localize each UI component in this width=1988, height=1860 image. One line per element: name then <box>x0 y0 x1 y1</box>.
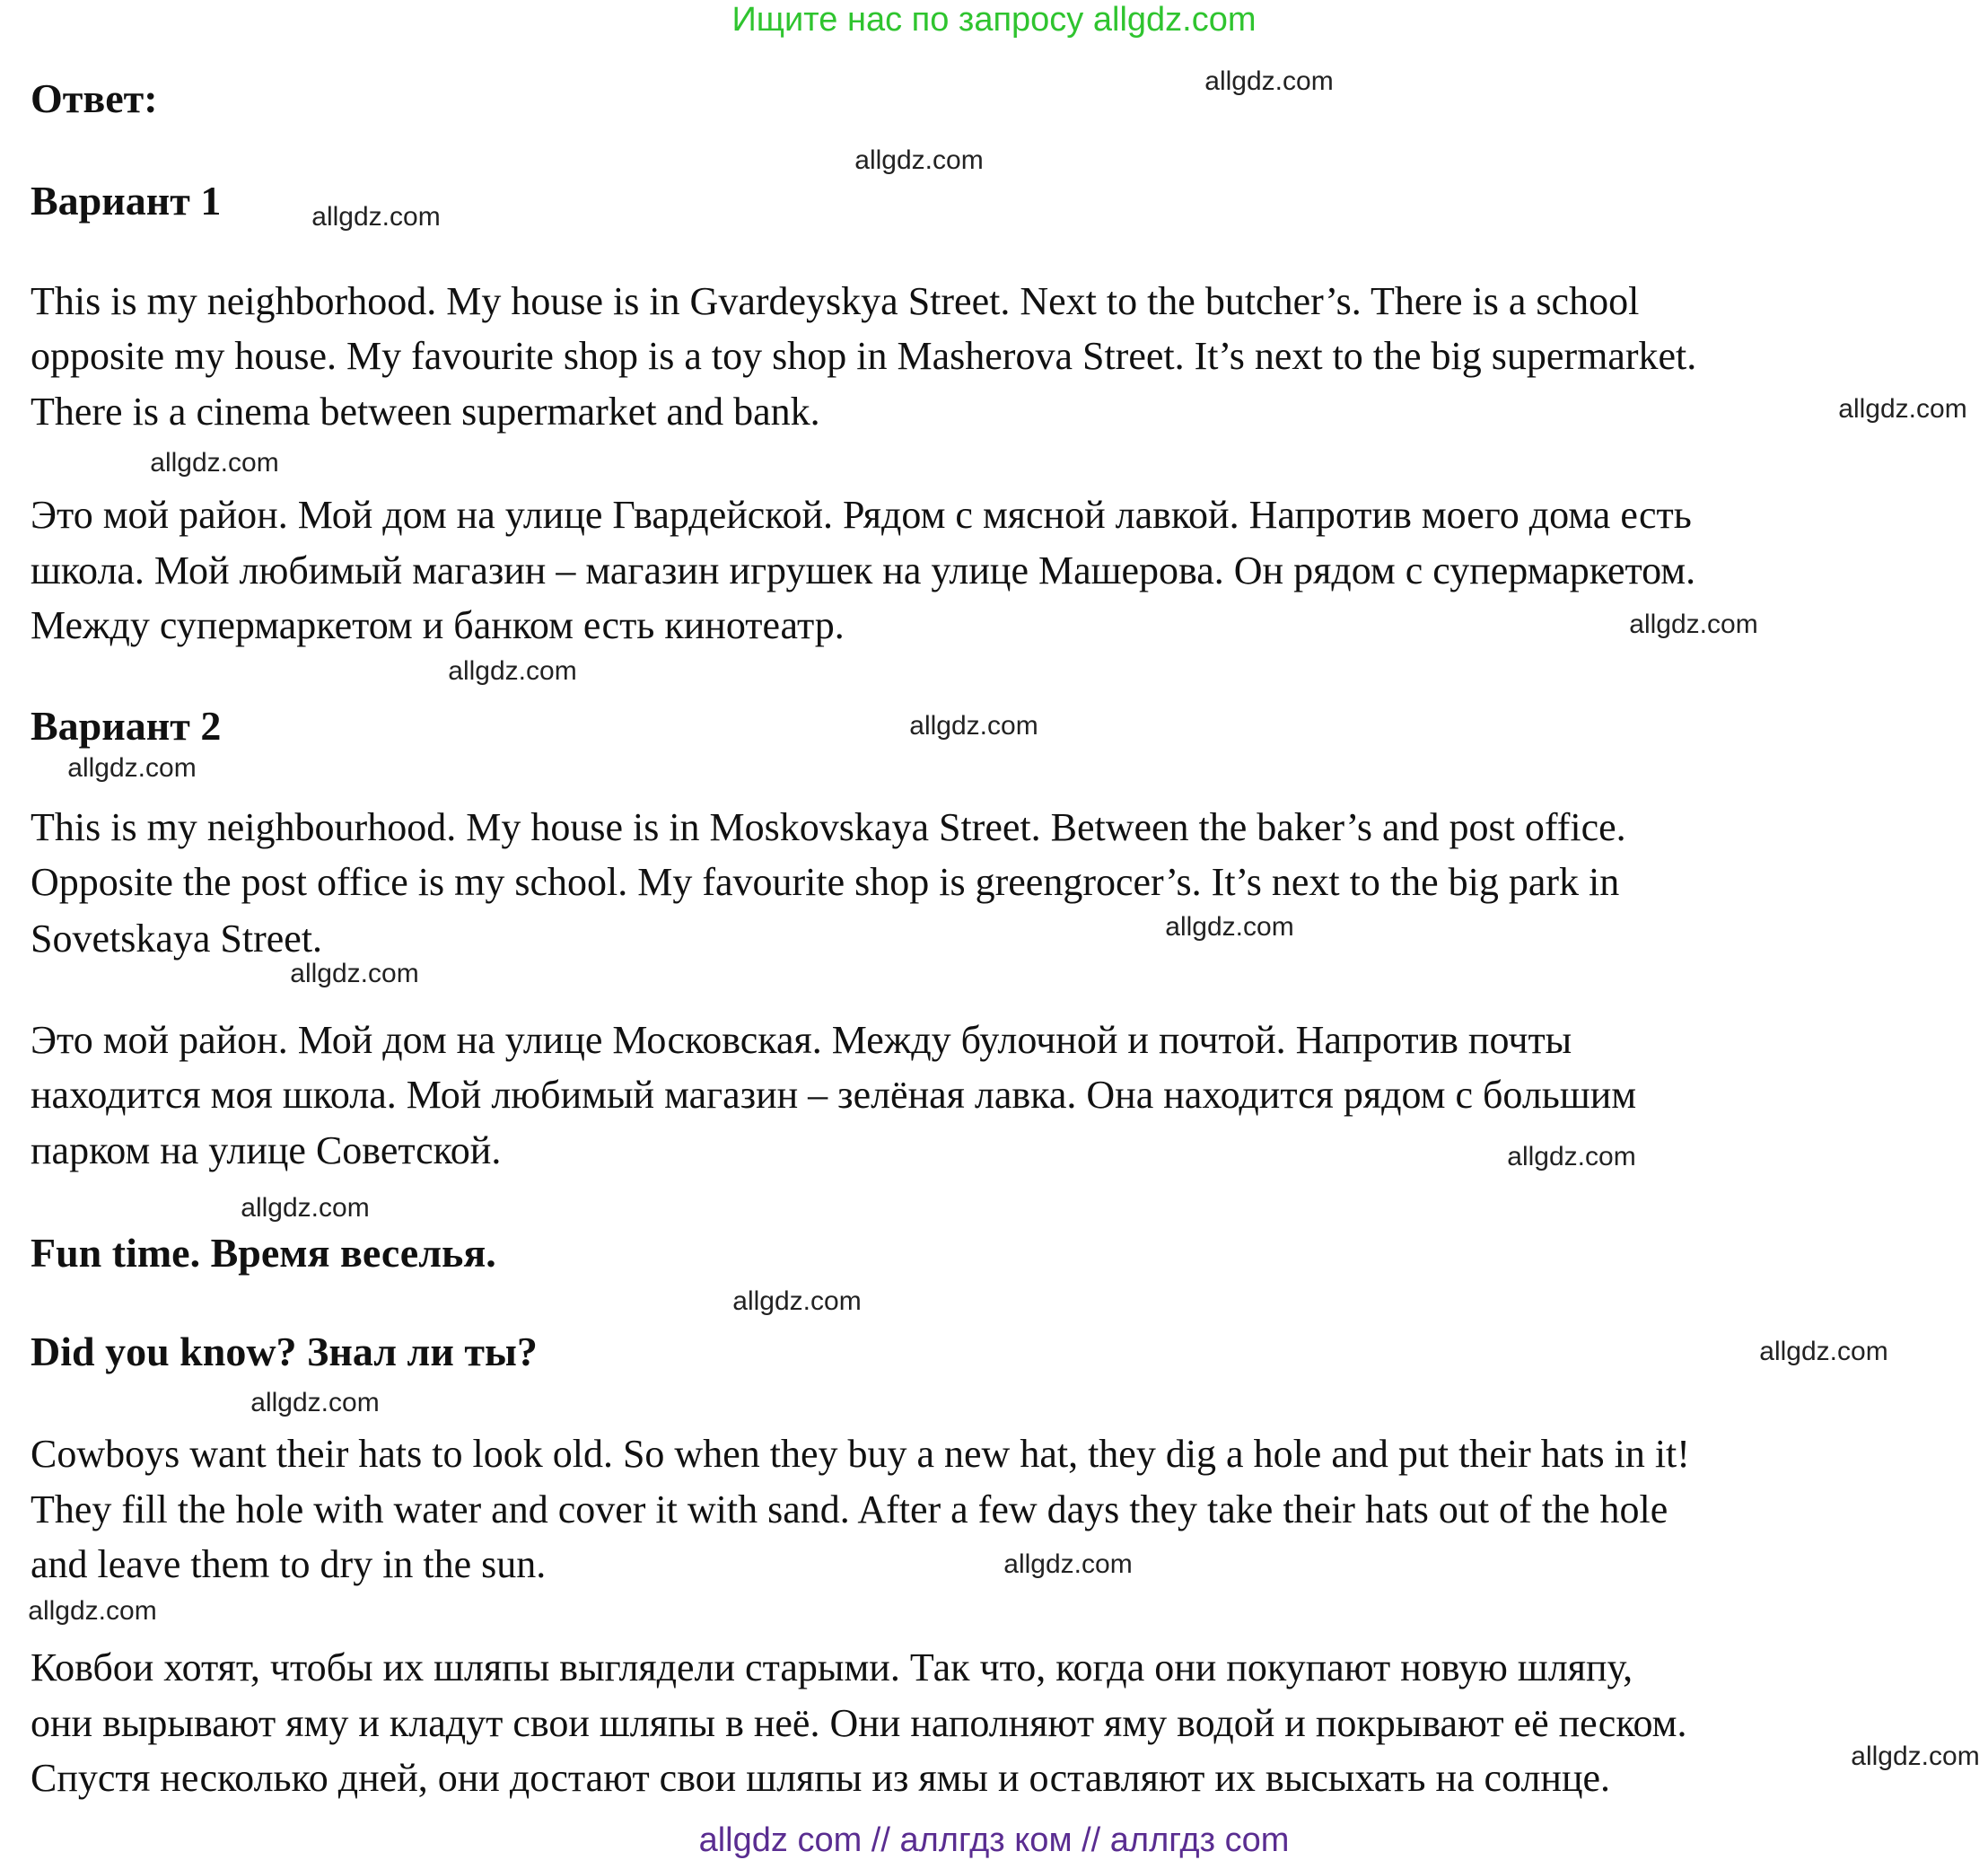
v1-en-line: opposite my house. My favourite shop is a toy shop in Masherova Street. It’s next to the big supermarket. <box>31 334 1697 378</box>
watermark: allgdz.com <box>1165 912 1294 942</box>
watermark: allgdz.com <box>67 753 197 783</box>
v1-ru-line: Это мой район. Мой дом на улице Гвардейской. Рядом с мясной лавкой. Напротив моего дома есть <box>31 493 1692 537</box>
fun-time-heading: Fun time. Время веселья. <box>31 1230 496 1276</box>
dyk-ru-line: Спустя несколько дней, они достают свои шляпы из ямы и оставляют их высыхать на солнце. <box>31 1756 1611 1800</box>
watermark: allgdz.com <box>311 202 441 232</box>
v1-en-line: There is a cinema between supermarket and bank. <box>31 390 820 434</box>
watermark: allgdz.com <box>1629 610 1758 639</box>
v1-ru-line: школа. Мой любимый магазин – магазин игрушек на улице Машерова. Он рядом с супермаркетом. <box>31 548 1696 592</box>
answer-heading: Ответ: <box>31 75 158 121</box>
v2-ru-line: находится моя школа. Мой любимый магазин – зелёная лавка. Она находится рядом с большим <box>31 1073 1637 1117</box>
variant-2-heading: Вариант 2 <box>31 703 222 749</box>
footer-links: allgdz com // аллгдз ком // аллгдз com <box>698 1821 1290 1859</box>
variant-1-heading: Вариант 1 <box>31 178 222 224</box>
v1-en-line: This is my neighborhood. My house is in Gvardeyskya Street. Next to the butcher’s. There is a school <box>31 279 1640 323</box>
watermark: allgdz.com <box>448 656 577 686</box>
v2-ru-line: парком на улице Советской. <box>31 1128 502 1172</box>
watermark: allgdz.com <box>1204 66 1334 96</box>
v2-en-line: Opposite the post office is my school. My favourite shop is greengrocer’s. It’s next to the big park in <box>31 860 1620 904</box>
dyk-en-line: Cowboys want their hats to look old. So when they buy a new hat, they dig a hole and put their hats in it! <box>31 1432 1690 1476</box>
v1-ru-line: Между супермаркетом и банком есть кинотеатр. <box>31 603 845 647</box>
watermark: allgdz.com <box>1507 1142 1636 1171</box>
v2-en-line: This is my neighbourhood. My house is in Moskovskaya Street. Between the baker’s and post office. <box>31 805 1626 849</box>
dyk-en-line: and leave them to dry in the sun. <box>31 1542 547 1586</box>
dyk-ru-line: они вырывают яму и кладут свои шляпы в неё. Они наполняют яму водой и покрывают её песком. <box>31 1701 1687 1745</box>
watermark: allgdz.com <box>854 145 984 175</box>
watermark: allgdz.com <box>732 1286 862 1316</box>
watermark: allgdz.com <box>290 959 419 988</box>
v2-ru-line: Это мой район. Мой дом на улице Московская. Между булочной и почтой. Напротив почты <box>31 1018 1572 1062</box>
did-you-know-heading: Did you know? Знал ли ты? <box>31 1329 538 1374</box>
v2-en-line: Sovetskaya Street. <box>31 917 323 961</box>
dyk-ru-line: Ковбои хотят, чтобы их шляпы выглядели старыми. Так что, когда они покупают новую шляпу, <box>31 1645 1633 1689</box>
dyk-en-line: They fill the hole with water and cover it with sand. After a few days they take their hats out of the hole <box>31 1487 1668 1531</box>
watermark: allgdz.com <box>909 711 1038 741</box>
watermark: allgdz.com <box>150 448 279 478</box>
watermark: allgdz.com <box>1759 1337 1888 1366</box>
watermark: allgdz.com <box>1838 394 1967 424</box>
watermark: allgdz.com <box>241 1193 370 1223</box>
watermark: allgdz.com <box>28 1596 157 1626</box>
watermark: allgdz.com <box>250 1388 380 1417</box>
watermark: allgdz.com <box>1851 1742 1980 1771</box>
search-banner: Ищите нас по запросу allgdz.com <box>731 1 1257 39</box>
watermark: allgdz.com <box>1003 1549 1133 1579</box>
